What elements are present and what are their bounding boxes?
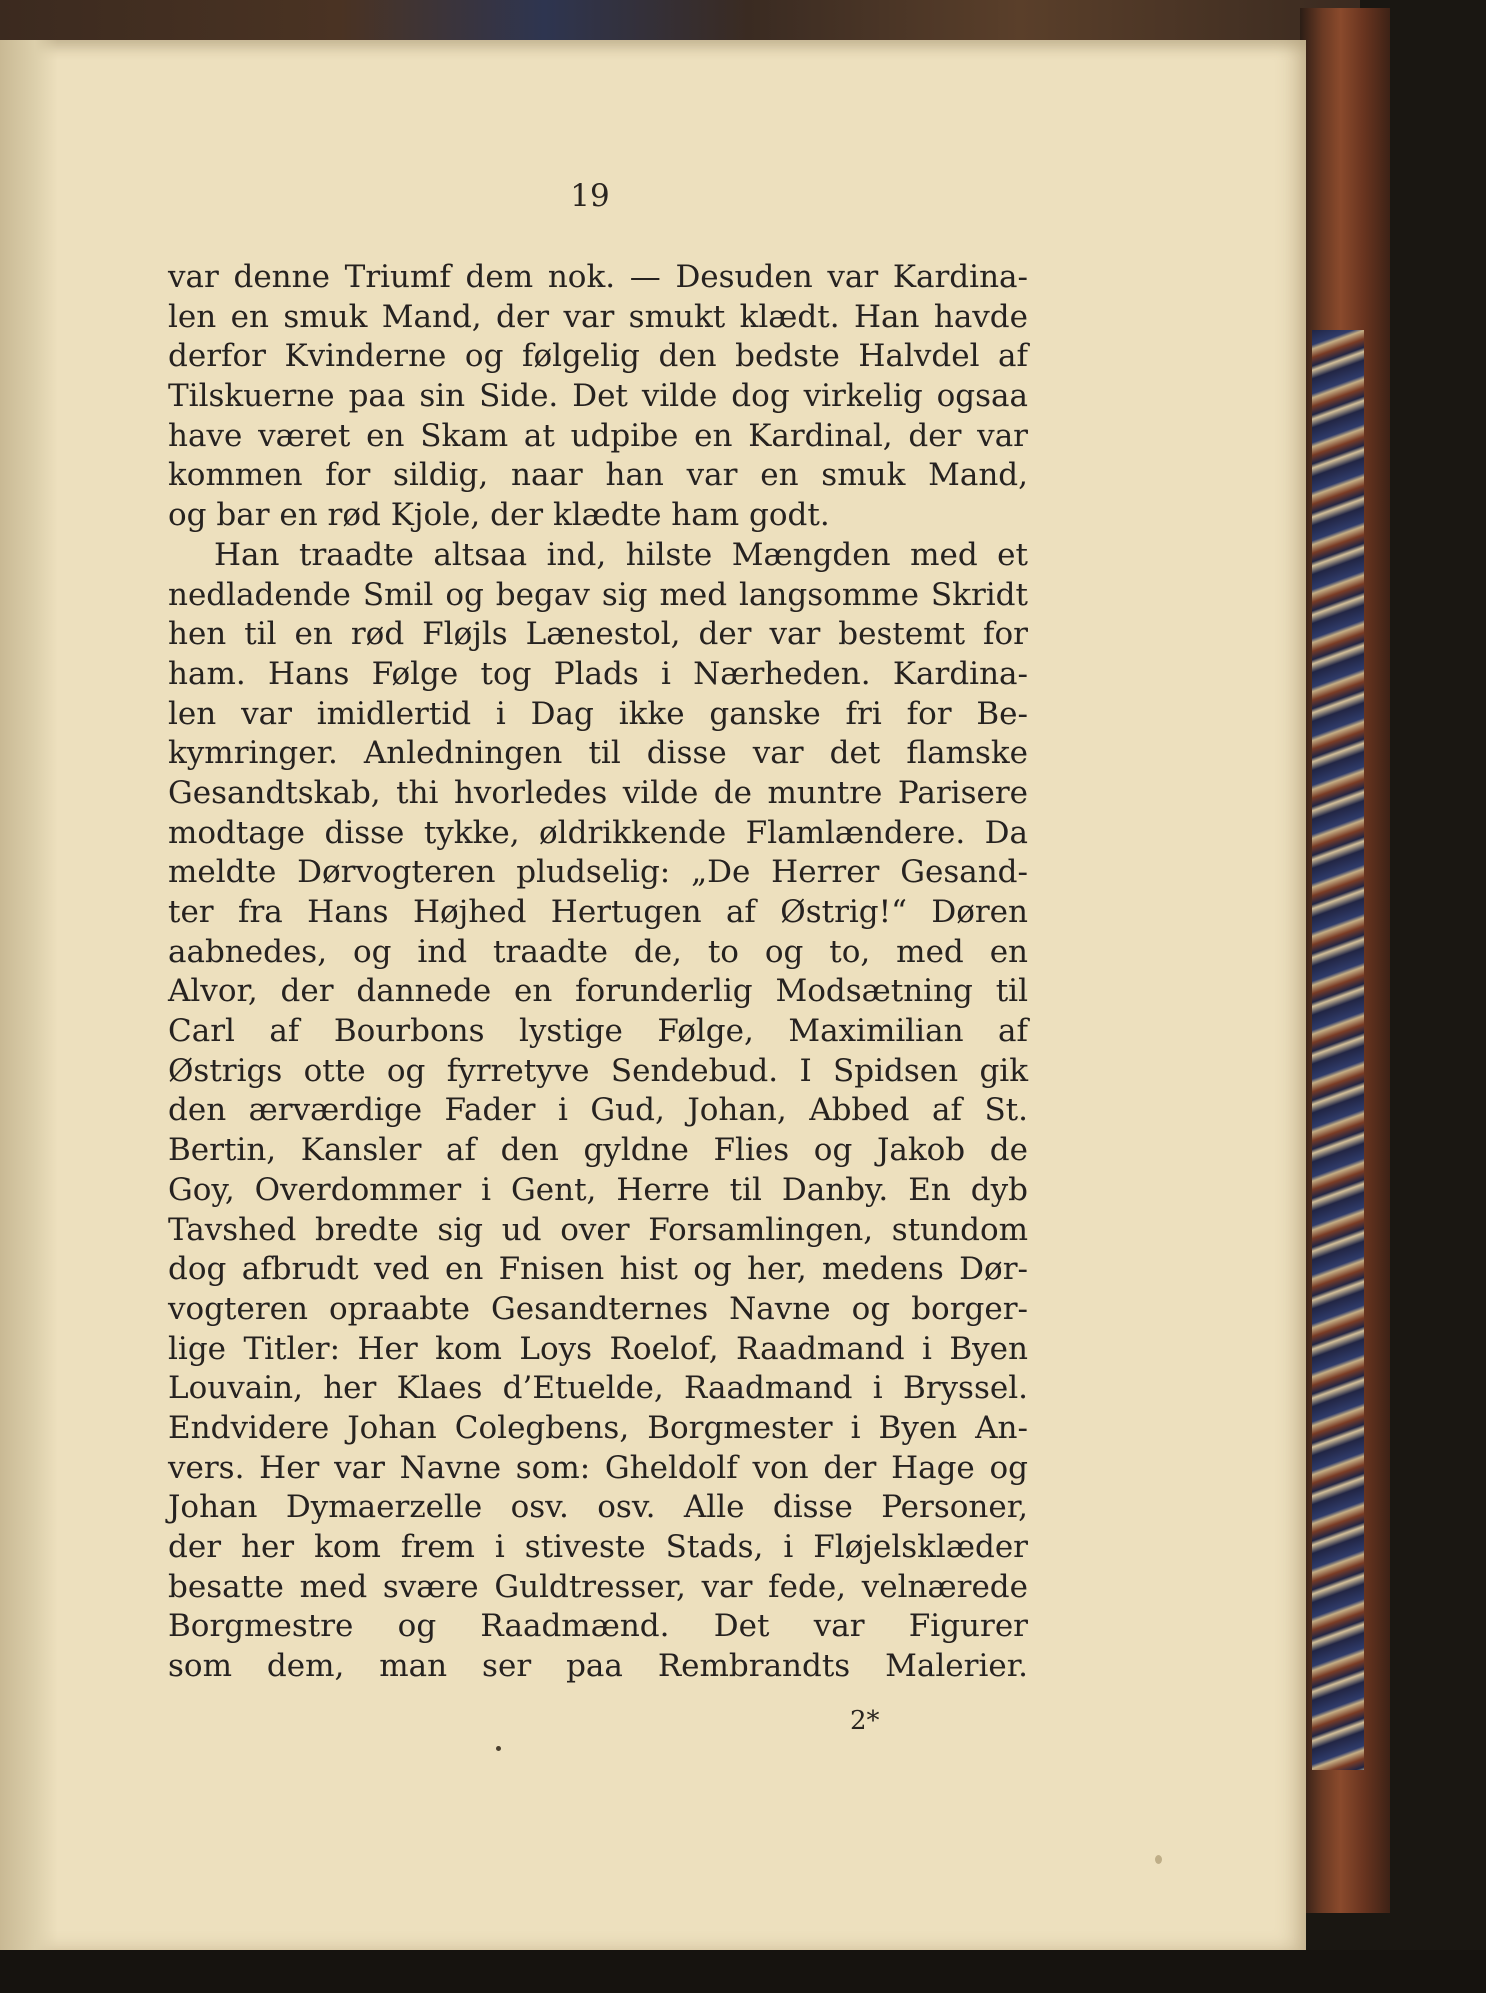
- text-line: modtage disse tykke, øldrikkende Flamlændere. Da: [168, 814, 1028, 851]
- text-line: nedladende Smil og begav sig med langsomme Skridt: [168, 576, 1028, 613]
- text-line: lige Titler: Her kom Loys Roelof, Raadmand i Byen: [168, 1330, 1028, 1367]
- text-line: Tilskuerne paa sin Side. Det vilde dog virkelig ogsaa: [168, 378, 1028, 415]
- text-line: len en smuk Mand, der var smukt klædt. Han havde: [168, 298, 1028, 335]
- text-line: kymringer. Anledningen til disse var det flamske: [168, 735, 1028, 772]
- paper-speck: [1155, 1855, 1162, 1864]
- signature-mark: 2*: [850, 1706, 880, 1736]
- text-line: Endvidere Johan Colegbens, Borgmester i Byen An-: [168, 1409, 1028, 1446]
- text-line: og bar en rød Kjole, der klædte ham godt.: [168, 497, 830, 534]
- text-line: ter fra Hans Højhed Hertugen af Østrig!“ Døren: [168, 894, 1028, 930]
- text-line: Østrigs otte og fyrretyve Sendebud. I Spidsen gik: [168, 1052, 1028, 1089]
- text-line: derfor Kvinderne og følgelig den bedste Halvdel af: [168, 338, 1028, 375]
- text-line: Borgmestre og Raadmænd. Det var Figurer: [168, 1608, 1028, 1645]
- text-line: Goy, Overdommer i Gent, Herre til Danby. En dyb: [168, 1171, 1028, 1208]
- text-line: hen til en rød Fløjls Lænestol, der var bestemt for: [168, 616, 1028, 653]
- text-line: den ærværdige Fader i Gud, Johan, Abbed af St.: [168, 1092, 1028, 1129]
- text-line: Carl af Bourbons lystige Følge, Maximilian af: [168, 1013, 1028, 1050]
- text-line: der her kom frem i stiveste Stads, i Fløjelsklæder: [168, 1529, 1028, 1565]
- text-line: have været en Skam at udpibe en Kardinal, der var: [168, 417, 1028, 454]
- text-line: Gesandtskab, thi hvorledes vilde de muntre Parisere: [168, 774, 1028, 811]
- text-line: vogteren opraabte Gesandternes Navne og borger-: [168, 1290, 1028, 1327]
- page-number: 19: [570, 178, 610, 214]
- text-line: aabnedes, og ind traadte de, to og to, med en: [168, 933, 1028, 970]
- text-line: Louvain, her Klaes d’Etuelde, Raadmand i Bryssel.: [168, 1370, 1028, 1407]
- text-line: Tavshed bredte sig ud over Forsamlingen, stundom: [168, 1211, 1028, 1248]
- text-line: Han traadte altsaa ind, hilste Mængden med et: [214, 536, 1028, 573]
- text-line: vers. Her var Navne som: Gheldolf von der Hage og: [168, 1449, 1028, 1486]
- scan-bottom-edge: [0, 1950, 1486, 1993]
- ink-speck: [496, 1746, 501, 1751]
- text-line: som dem, man ser paa Rembrandts Malerier.: [168, 1648, 1028, 1685]
- text-line: kommen for sildig, naar han var en smuk Mand,: [168, 457, 1028, 494]
- text-line: len var imidlertid i Dag ikke ganske fri for Be-: [168, 695, 1028, 732]
- marbled-endpaper: [1312, 330, 1364, 1770]
- text-line: dog afbrudt ved en Fnisen hist og her, medens Dør-: [168, 1251, 1028, 1288]
- body-text: [168, 258, 1028, 1687]
- text-line: Alvor, der dannede en forunderlig Modsætning til: [168, 973, 1028, 1010]
- text-line: meldte Dørvogteren pludselig: „De Herrer Gesand-: [168, 854, 1028, 891]
- text-line: Bertin, Kansler af den gyldne Flies og Jakob de: [168, 1132, 1028, 1169]
- text-line: Johan Dymaerzelle osv. osv. Alle disse Personer,: [168, 1489, 1028, 1526]
- text-line: ham. Hans Følge tog Plads i Nærheden. Kardina-: [168, 655, 1028, 692]
- text-line: besatte med svære Guldtresser, var fede, velnærede: [168, 1568, 1028, 1605]
- page-gutter: [0, 40, 58, 1950]
- text-line: var denne Triumf dem nok. — Desuden var Kardina-: [168, 259, 1028, 295]
